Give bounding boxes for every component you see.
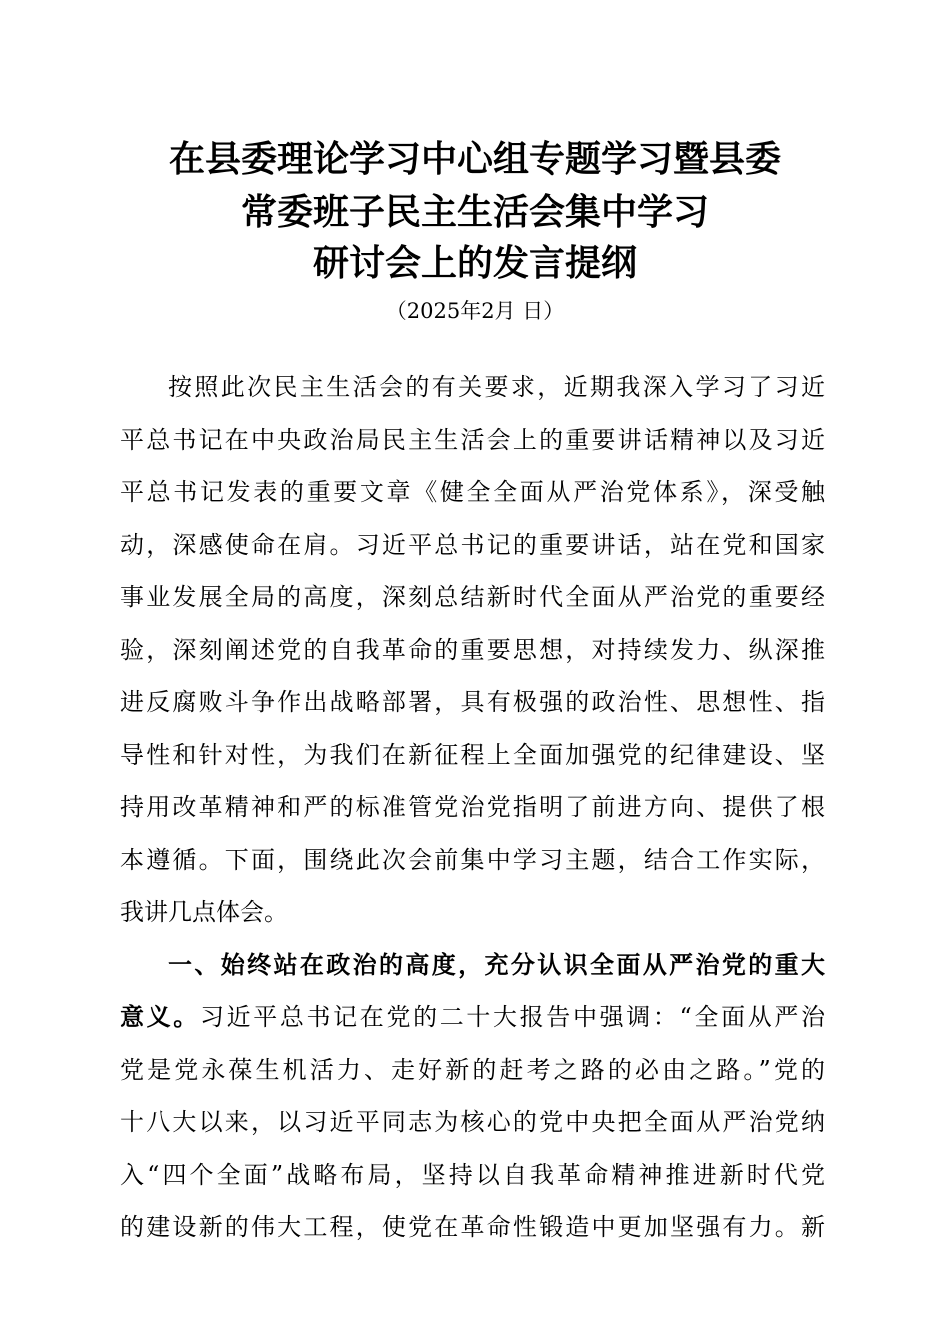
body-line: 我讲几点体会。 (120, 898, 288, 926)
body-line: 本遵循。下面，围绕此次会前集中学习主题，结合工作实际， (120, 846, 825, 874)
document-title-line-3: 研讨会上的发言提纲 (312, 242, 637, 284)
body-line: 导性和针对性，为我们在新征程上全面加强党的纪律建设、坚 (120, 741, 825, 769)
document-title-line-1: 在县委理论学习中心组专题学习暨县委 (168, 138, 781, 180)
body-line: 进反腐败斗争作出战略部署，具有极强的政治性、思想性、指 (120, 688, 825, 716)
section-heading-1-tail: 意义。 (120, 1002, 200, 1031)
section-heading-1: 一、始终站在政治的高度，充分认识全面从严治党的重大 (168, 950, 825, 979)
body-line: 平总书记在中央政治局民主生活会上的重要讲话精神以及习近 (120, 426, 825, 454)
body-line: 验，深刻阐述党的自我革命的重要思想，对持续发力、纵深推 (120, 636, 825, 664)
body-line-text: 习近平总书记在党的二十大报告中强调：“全面从严治 (199, 1003, 825, 1031)
document-title-line-2: 常委班子民主生活会集中学习 (240, 191, 709, 233)
body-line: 的建设新的伟大工程，使党在革命性锻造中更加坚强有力。新 (120, 1213, 825, 1241)
body-line: 按照此次民主生活会的有关要求，近期我深入学习了习近 (168, 373, 825, 401)
body-line: 动，深感使命在肩。习近平总书记的重要讲话，站在党和国家 (120, 531, 825, 559)
body-line (120, 997, 825, 1037)
body-line: 党是党永葆生机活力、走好新的赶考之路的必由之路。”党的 (120, 1056, 825, 1084)
body-line: 事业发展全局的高度，深刻总结新时代全面从严治党的重要经 (120, 583, 825, 611)
document-date: （2025年2月 日） (385, 299, 565, 323)
body-line: 入“四个全面”战略布局，坚持以自我革命精神推进新时代党 (120, 1161, 825, 1189)
body-line: 平总书记发表的重要文章《健全全面从严治党体系》，深受触 (120, 478, 825, 506)
body-line: 持用改革精神和严的标准管党治党指明了前进方向、提供了根 (120, 793, 825, 821)
body-line: 十八大以来，以习近平同志为核心的党中央把全面从严治党纳 (120, 1108, 825, 1136)
